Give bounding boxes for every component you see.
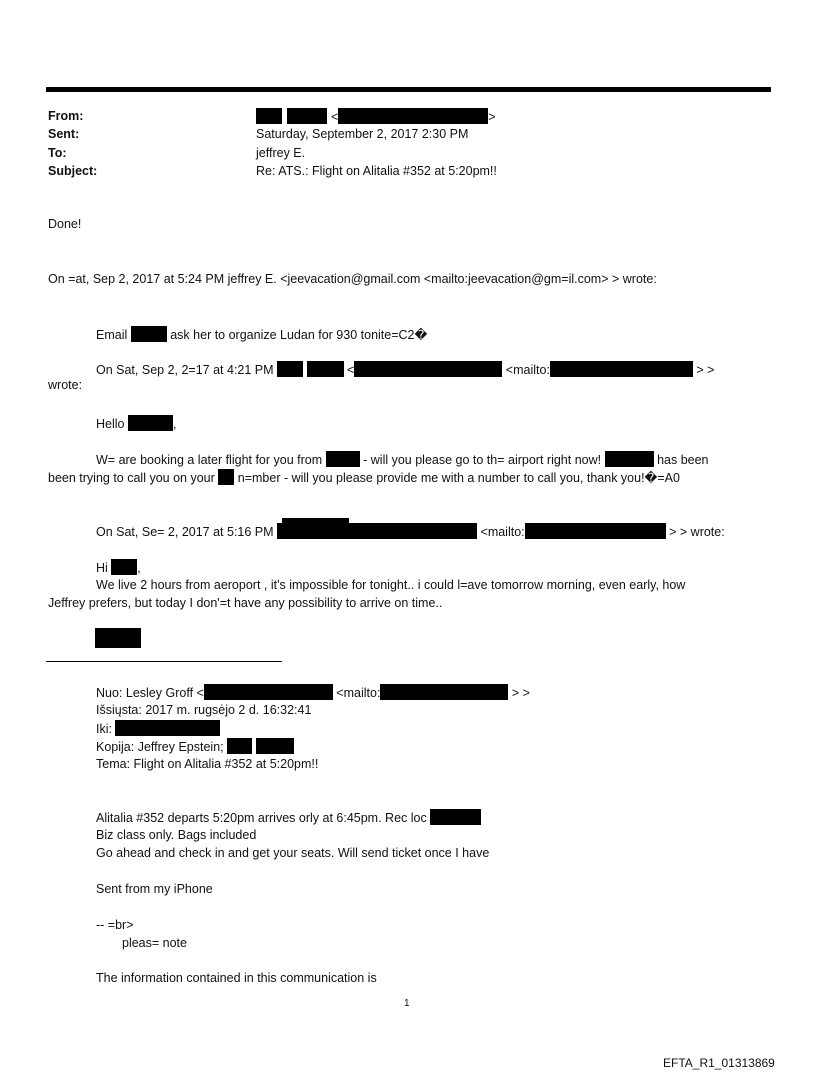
booking-text-a: W= are booking a later flight for you from xyxy=(96,453,323,467)
page-number: 1 xyxy=(404,998,410,1009)
sent-from-line: Sent from my iPhone xyxy=(96,882,213,896)
hi-line xyxy=(96,559,141,576)
quoted-header-2-mailto: <mailto: xyxy=(505,363,550,377)
redaction xyxy=(287,108,327,124)
tema-line: Tema: Flight on Alitalia #352 at 5:20pm!! xyxy=(96,757,319,771)
hello-text: Hello xyxy=(96,417,125,431)
biz-line: Biz class only. Bags included xyxy=(96,828,257,842)
redaction xyxy=(256,738,294,754)
sent-label: Sent: xyxy=(48,127,80,141)
hello-comma: , xyxy=(172,417,177,431)
quoted-header-3-mailto: <mailto: xyxy=(480,525,525,539)
redaction xyxy=(128,415,173,431)
subject-value: Re: ATS.: Flight on Alitalia #352 at 5:20pm!! xyxy=(256,164,497,178)
from-label: From: xyxy=(48,109,84,123)
to-label: To: xyxy=(48,146,67,160)
redaction xyxy=(111,559,137,575)
redaction xyxy=(204,684,333,700)
quoted-header-2-end: > > xyxy=(696,363,715,377)
jeffrey-prefers-line: Jeffrey prefers, but today I don'=t have any possibility to arrive on time.. xyxy=(48,596,443,610)
please-note-line: pleas= note xyxy=(122,936,187,950)
redaction xyxy=(256,108,282,124)
quoted-header-3-text: On Sat, Se= 2, 2017 at 5:16 PM xyxy=(96,525,274,539)
redaction xyxy=(131,326,167,342)
header-rule xyxy=(46,87,771,92)
hello-line xyxy=(96,415,176,432)
quoted-header-1: On =at, Sep 2, 2017 at 5:24 PM jeffrey E. <jeevacation@gmail.com <mailto:jeevacation@gm=il.com> > wrote: xyxy=(48,272,657,286)
kopija-text: Kopija: Jeffrey Epstein; xyxy=(96,740,224,754)
from-gt: > xyxy=(488,110,496,124)
email-line xyxy=(96,326,427,343)
hi-text: Hi xyxy=(96,561,108,575)
sent-value: Saturday, September 2, 2017 2:30 PM xyxy=(256,127,469,141)
nuo-end: > > xyxy=(511,686,530,700)
booking-line xyxy=(96,451,709,468)
redaction xyxy=(277,361,303,377)
from-lt: < xyxy=(330,110,339,124)
from-value xyxy=(256,108,496,125)
trying-text-a: been trying to call you on your xyxy=(48,471,215,485)
trying-line xyxy=(48,469,680,486)
redaction xyxy=(227,738,252,754)
email-text-a: Email xyxy=(96,328,128,342)
wrote-text: wrote: xyxy=(48,378,83,392)
redaction xyxy=(218,469,234,485)
br-line: -- =br> xyxy=(96,918,134,932)
redaction xyxy=(326,451,360,467)
nuo-mailto: <mailto: xyxy=(336,686,381,700)
subject-label: Subject: xyxy=(48,164,98,178)
we-live-line: We live 2 hours from aeroport , it's impossible for tonight.. i could l=ave tomorrow morning, even early, how xyxy=(96,578,686,592)
quoted-header-2-lt: < xyxy=(347,363,355,377)
quoted-header-3-end: > > wrote: xyxy=(669,525,725,539)
information-line: The information contained in this communication is xyxy=(96,971,377,985)
kopija-line xyxy=(96,738,294,755)
redaction xyxy=(115,720,220,736)
document-id: EFTA_R1_01313869 xyxy=(663,1056,775,1070)
nuo-text: Nuo: Lesley Groff < xyxy=(96,686,204,700)
quote-separator xyxy=(46,661,282,662)
iki-line xyxy=(96,720,220,737)
redaction xyxy=(277,523,477,539)
issiusta-line: Išsiųsta: 2017 m. rugsėjo 2 d. 16:32:41 xyxy=(96,703,312,717)
redaction xyxy=(338,108,488,124)
booking-text-c: has been xyxy=(657,453,709,467)
redaction xyxy=(95,628,141,648)
redaction xyxy=(550,361,693,377)
quoted-header-2 xyxy=(96,361,714,378)
redaction xyxy=(380,684,508,700)
to-value: jeffrey E. xyxy=(256,146,306,160)
trying-text-b: n=mber - will you please provide me with a number to call you, thank you!�=A0 xyxy=(237,471,680,485)
done-text: Done! xyxy=(48,217,82,231)
booking-text-b: - will you please go to th= airport right now! xyxy=(363,453,602,467)
redaction xyxy=(307,361,344,377)
alitalia-line xyxy=(96,809,481,826)
redaction xyxy=(605,451,654,467)
email-text-b: ask her to organize Ludan for 930 tonite=C2� xyxy=(170,328,428,342)
quoted-header-3 xyxy=(96,523,725,540)
redaction xyxy=(525,523,666,539)
quoted-header-2-text: On Sat, Sep 2, 2=17 at 4:21 PM xyxy=(96,363,274,377)
go-ahead-line: Go ahead and check in and get your seats. Will send ticket once I have xyxy=(96,846,490,860)
redaction xyxy=(430,809,481,825)
nuo-line xyxy=(96,684,530,701)
redaction xyxy=(354,361,502,377)
alitalia-text: Alitalia #352 departs 5:20pm arrives orly at 6:45pm. Rec loc xyxy=(96,811,427,825)
iki-text: Iki: xyxy=(96,722,112,736)
hi-comma: , xyxy=(137,561,141,575)
